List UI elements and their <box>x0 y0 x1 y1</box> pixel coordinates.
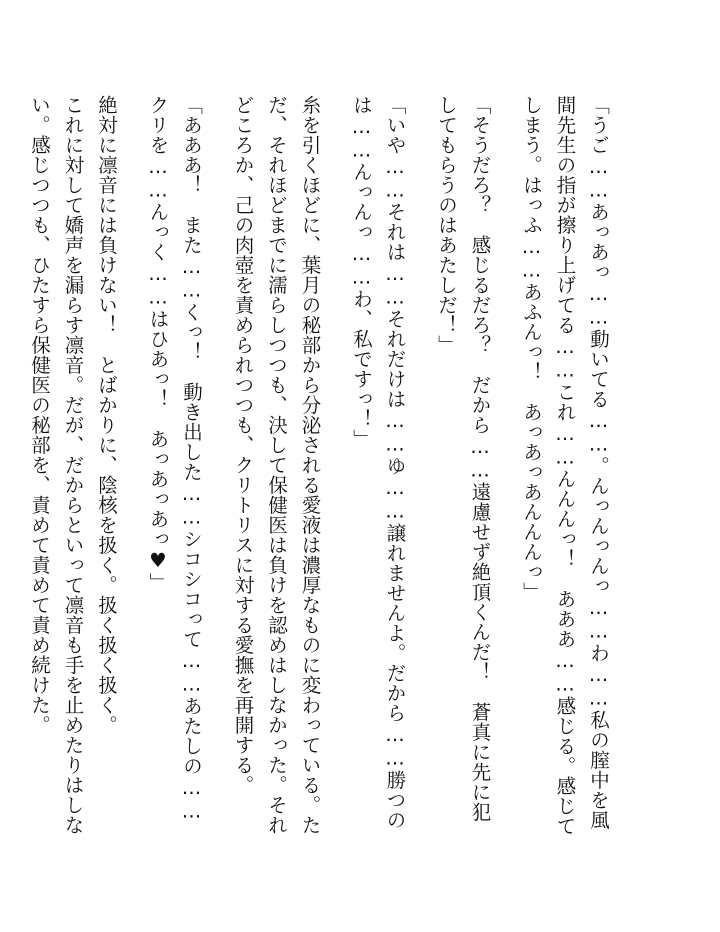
paragraph-dialogue-2: 「そうだろ？ 感じるだろ？ だから……遠慮せず絶頂くんだ！ 蒼真に先に犯してもらうのはあたしだ！」 <box>435 95 492 822</box>
paragraph-dialogue-3: 「いや……それは……それだけは……ゆ……譲れませんよ。だから……勝つのは……んっんっ……わ、私ですっ！」 <box>350 95 407 830</box>
paragraph-dialogue-1: 「うご……あっあっ……動いてる……。んっんっんっ……わ……私の膣中を風間先生の指が擦り上げてる……これ……んんんっ！ あああ……感じる。感じてしまう。はっふ……あふんっ！ あっあっあんんんっ」 <box>520 95 610 836</box>
paragraph-narration-2: 絶対に凛音には負けない！ とばかりに、陰核を扱く。扱く扱く扱く。 <box>95 95 118 735</box>
paragraph-narration-1: 糸を引くほどに、葉月の秘部から分泌される愛液は濃厚なものに変わっている。ただ、それほどまでに濡らしつつも、決して保健医は負けを認めはしなかった。それどころか、己の肉壺を責められつつも、クリトリスに対する愛撫を再開する。 <box>231 95 322 835</box>
vertical-text-body <box>28 95 615 840</box>
paragraph-dialogue-4: 「あああ！ また……くっ！ 動き出した……シコシコって……あたしの……クリを……んっく……はひあっ！ あっあっあっ♥」 <box>146 95 203 823</box>
paragraph-narration-3: これに対して嬌声を漏らす凛音。だが、だからといって凛音も手を止めたりはしない。感じつつも、ひたすら保健医の秘部を、責めて責めて責め続けた。 <box>28 95 85 835</box>
